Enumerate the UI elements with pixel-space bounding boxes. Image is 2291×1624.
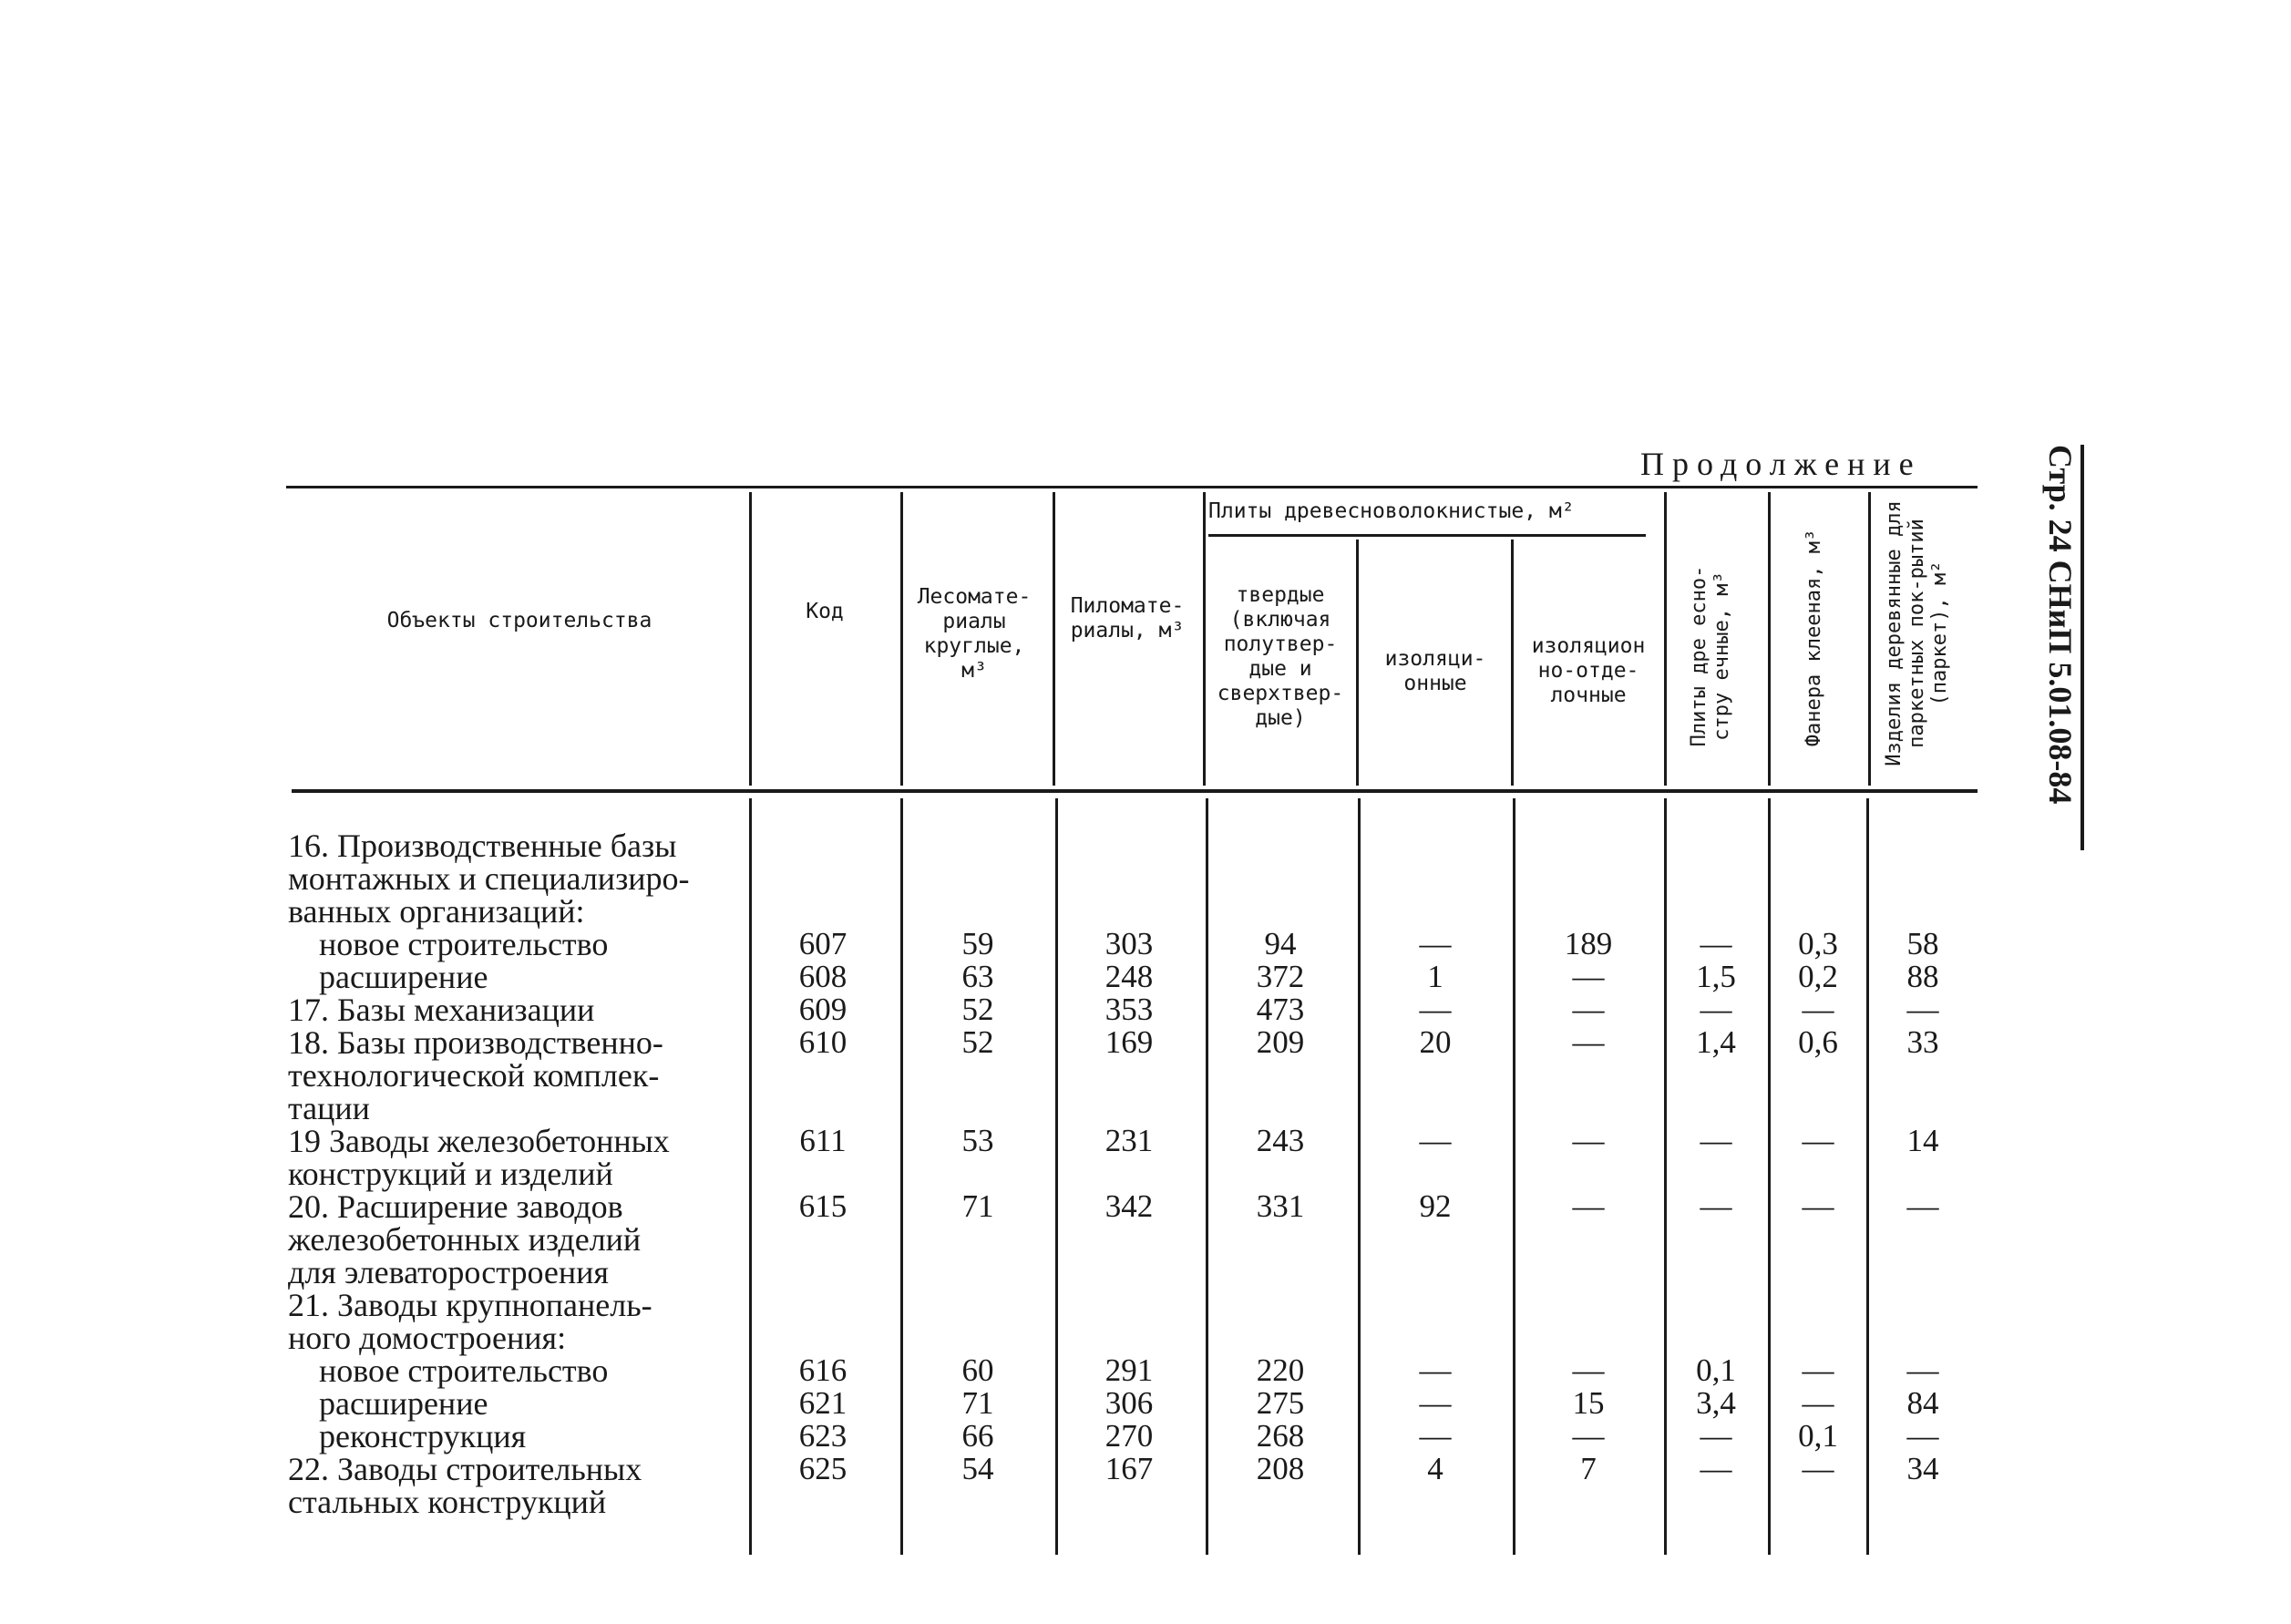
header-col-line	[1868, 492, 1871, 786]
row-name-line: технологической комплек-	[288, 1057, 660, 1094]
table-cell: —	[1802, 1385, 1834, 1421]
page-side-title: Стр. 24 СНиП 5.01.08-84	[2039, 445, 2084, 850]
body-col-line	[1055, 798, 1058, 1555]
table-cell: 189	[1564, 926, 1613, 961]
table-cell: 372	[1256, 959, 1305, 994]
table-cell: 58	[1906, 926, 1939, 961]
table-cell: 621	[798, 1385, 848, 1421]
header-col-line	[1203, 492, 1206, 786]
row-name-line: железобетонных изделий	[288, 1221, 642, 1258]
table-cell: —	[1700, 1418, 1732, 1454]
body-col-line	[749, 798, 752, 1555]
table-cell: —	[1906, 1418, 1939, 1454]
row-name-line: 16. Производственные базы	[288, 827, 677, 864]
table-cell: 84	[1906, 1385, 1939, 1421]
table-cell: —	[1700, 1188, 1732, 1224]
row-name-line: 22. Заводы строительных	[288, 1451, 642, 1487]
table-cell: 220	[1256, 1352, 1305, 1388]
table-cell: 607	[798, 926, 848, 961]
table-cell: —	[1419, 926, 1452, 961]
row-name-line: монтажных и специализиро-	[288, 860, 690, 897]
table-cell: —	[1419, 1385, 1452, 1421]
table-cell: 0,3	[1798, 926, 1838, 961]
table-cell: 59	[961, 926, 994, 961]
row-name-line: 19 Заводы железобетонных	[288, 1123, 670, 1159]
table-cell: 7	[1580, 1451, 1597, 1486]
table-cell: 52	[961, 1024, 994, 1060]
table-cell: 611	[799, 1123, 847, 1158]
table-cell: 34	[1906, 1451, 1939, 1486]
continuation-caption: Продолжение	[1640, 446, 1922, 482]
table-cell: 63	[961, 959, 994, 994]
table-cell: 15	[1572, 1385, 1605, 1421]
table-cell: 243	[1256, 1123, 1305, 1158]
table-cell: —	[1700, 1451, 1732, 1486]
table-cell: —	[1802, 992, 1834, 1027]
table-cell: —	[1906, 1352, 1939, 1388]
table-cell: 331	[1256, 1188, 1305, 1224]
table-cell: —	[1572, 1418, 1605, 1454]
table-cell: —	[1700, 992, 1732, 1027]
table-cell: —	[1572, 1352, 1605, 1388]
table-cell: 275	[1256, 1385, 1305, 1421]
fiberboard-group-rule	[1208, 534, 1646, 537]
table-cell: 473	[1256, 992, 1305, 1027]
table-cell: 209	[1256, 1024, 1305, 1060]
table-cell: —	[1419, 1418, 1452, 1454]
header-fiberboard-group: Плиты древесноволокнистые, м²	[1208, 499, 1575, 523]
row-name-line: новое строительство	[319, 1352, 609, 1389]
body-col-line	[1206, 798, 1208, 1555]
header-bottom-rule	[292, 789, 1978, 793]
table-cell: 71	[961, 1385, 994, 1421]
table-cell: 615	[798, 1188, 848, 1224]
table-cell: —	[1572, 1188, 1605, 1224]
header-fiber-hard: твердые (включая полутвер-дые и сверхтвер-дые)	[1217, 583, 1344, 730]
table-cell: —	[1572, 992, 1605, 1027]
table-cell: —	[1802, 1188, 1834, 1224]
header-col-line	[1768, 492, 1771, 786]
table-cell: 94	[1264, 926, 1297, 961]
table-cell: —	[1906, 992, 1939, 1027]
table-cell: 71	[961, 1188, 994, 1224]
table-cell: 342	[1104, 1188, 1154, 1224]
row-name-line: 21. Заводы крупнопанель-	[288, 1287, 652, 1323]
table-cell: —	[1700, 926, 1732, 961]
table-cell: 625	[798, 1451, 848, 1486]
header-col-line	[1053, 492, 1055, 786]
row-name-line: реконструкция	[319, 1418, 527, 1454]
header-objects: Объекты строительства	[386, 609, 652, 632]
table-cell: 53	[961, 1123, 994, 1158]
table-cell: 609	[798, 992, 848, 1027]
table-cell: 1,5	[1696, 959, 1736, 994]
header-col-line	[749, 492, 752, 786]
row-name-line: ного домостроения:	[288, 1320, 567, 1356]
header-fiber-insul: изоляци-онные	[1384, 647, 1486, 695]
row-name-line: 17. Базы механизации	[288, 992, 595, 1028]
table-cell: 20	[1419, 1024, 1452, 1060]
body-col-line	[900, 798, 903, 1555]
table-cell: 88	[1906, 959, 1939, 994]
row-name-line: для элеваторостроения	[288, 1254, 609, 1290]
table-cell: 291	[1104, 1352, 1154, 1388]
table-cell: 14	[1906, 1123, 1939, 1158]
table-cell: 303	[1104, 926, 1154, 961]
table-cell: 54	[961, 1451, 994, 1486]
table-cell: 1,4	[1696, 1024, 1736, 1060]
table-cell: —	[1906, 1188, 1939, 1224]
body-col-line	[1358, 798, 1361, 1555]
table-cell: 353	[1104, 992, 1154, 1027]
table-cell: —	[1572, 1024, 1605, 1060]
header-sawn-timber: Пиломате-риалы, м³	[1070, 594, 1185, 642]
table-cell: —	[1802, 1123, 1834, 1158]
header-col-line	[1664, 492, 1667, 786]
header-code: Код	[806, 600, 844, 623]
table-cell: 92	[1419, 1188, 1452, 1224]
table-top-rule	[286, 486, 1978, 488]
table-cell: 623	[798, 1418, 848, 1454]
table-cell: —	[1572, 1123, 1605, 1158]
table-cell: —	[1419, 1123, 1452, 1158]
table-cell: 0,1	[1798, 1418, 1838, 1454]
table-cell: 66	[961, 1418, 994, 1454]
header-col-line	[1511, 540, 1514, 786]
row-name-line: 18. Базы производственно-	[288, 1024, 663, 1061]
table-cell: 608	[798, 959, 848, 994]
table-cell: 167	[1104, 1451, 1154, 1486]
row-name-line: конструкций и изделий	[288, 1156, 613, 1192]
table-cell: 52	[961, 992, 994, 1027]
header-fiber-insul-finish: изоляцион но-отде-лочные	[1531, 634, 1646, 707]
body-col-line	[1513, 798, 1515, 1555]
table-cell: —	[1419, 992, 1452, 1027]
header-col-line	[900, 492, 903, 786]
header-particle: Плиты дре есно-стру ечные, м³	[1688, 565, 1733, 747]
table-cell: 60	[961, 1352, 994, 1388]
row-name-line: расширение	[319, 959, 488, 995]
table-cell: 610	[798, 1024, 848, 1060]
header-col-line	[1356, 540, 1359, 786]
row-name-line: тации	[288, 1090, 370, 1126]
table-cell: —	[1700, 1123, 1732, 1158]
table-cell: 33	[1906, 1024, 1939, 1060]
table-cell: 4	[1427, 1451, 1443, 1486]
table-cell: —	[1802, 1352, 1834, 1388]
row-name-line: новое строительство	[319, 926, 609, 962]
table-cell: 0,6	[1798, 1024, 1838, 1060]
header-parquet: Изделия деревянные для паркетных пок-рытий (паркет), м²	[1883, 500, 1951, 766]
row-name-line: расширение	[319, 1385, 488, 1422]
table-cell: 268	[1256, 1418, 1305, 1454]
row-name-line: стальных конструкций	[288, 1484, 607, 1520]
table-cell: 231	[1104, 1123, 1154, 1158]
table-cell: 208	[1256, 1451, 1305, 1486]
table-cell: 0,1	[1696, 1352, 1736, 1388]
table-cell: 3,4	[1696, 1385, 1736, 1421]
header-round-timber: Лесомате-риалы круглые, м³	[917, 585, 1032, 683]
table-cell: 0,2	[1798, 959, 1838, 994]
table-cell: 1	[1427, 959, 1443, 994]
table-cell: 169	[1104, 1024, 1154, 1060]
table-cell: —	[1419, 1352, 1452, 1388]
table-cell: 306	[1104, 1385, 1154, 1421]
header-plywood: Фанера клееная, м³	[1803, 529, 1825, 747]
table-cell: 248	[1104, 959, 1154, 994]
table-cell: —	[1802, 1451, 1834, 1486]
row-name-line: 20. Расширение заводов	[288, 1188, 623, 1225]
table-cell: —	[1572, 959, 1605, 994]
row-name-line: ванных организаций:	[288, 893, 585, 930]
table-cell: 616	[798, 1352, 848, 1388]
table-cell: 270	[1104, 1418, 1154, 1454]
